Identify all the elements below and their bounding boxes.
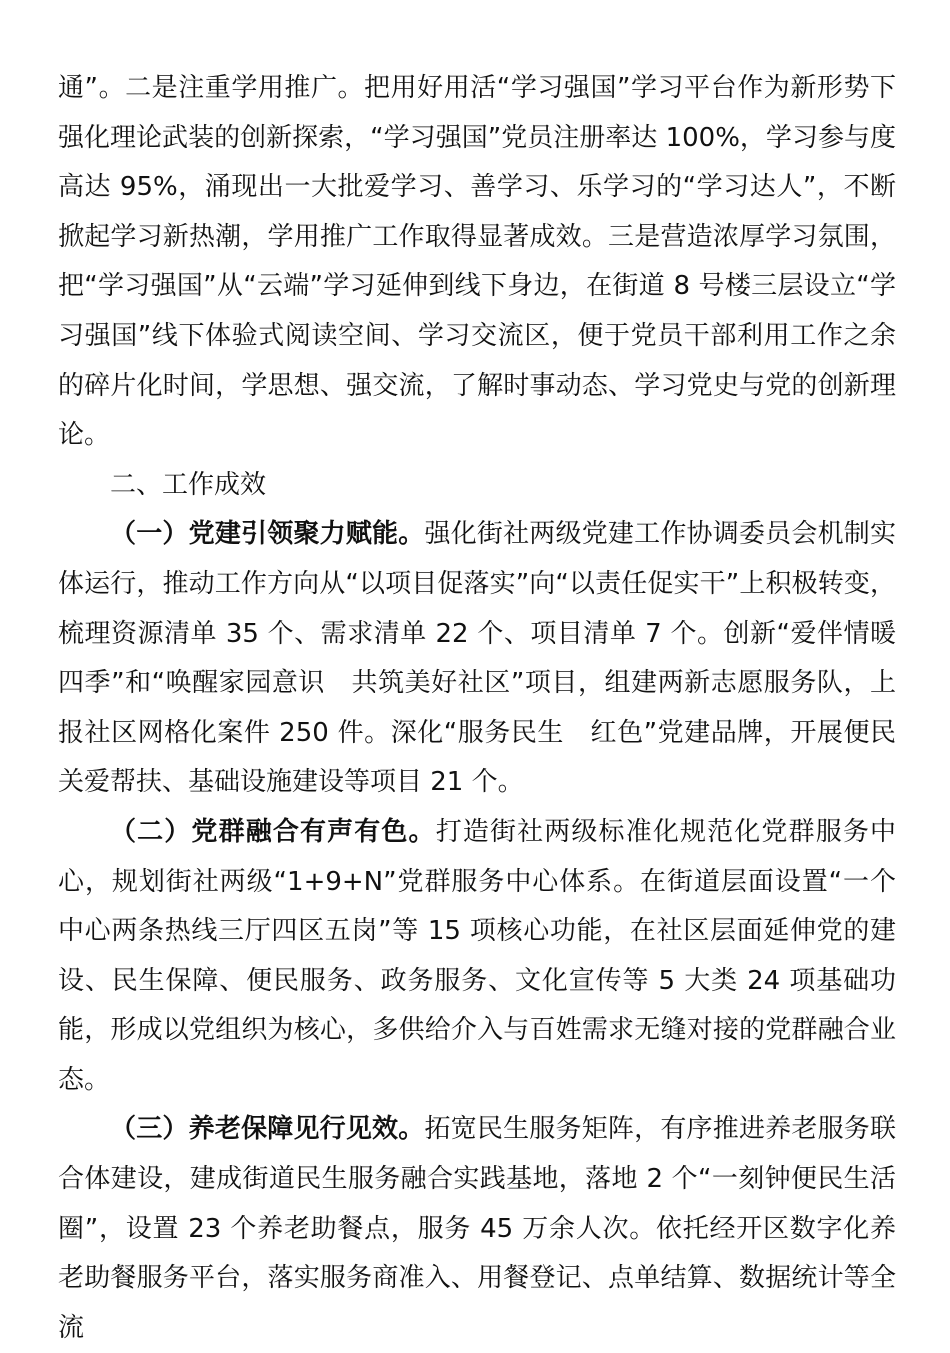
paragraph-text: 强化街社两级党建工作协调委员会机制实体运行，推动工作方向从“以项目促落实”向“以责任促实干”上积极转变，梳理资源清单 35 个、需求清单 22 个、项目清单 7 个。创新“爱伴情暖四季”和“唤醒家园意识 共筑美好社区”项目，组建两新志愿服务队，上报社区网格化案件 250 件。深化“服务民生 红色”党建品牌，开展便民关爱帮扶、基础设施建设等项目 21 个。	[58, 519, 896, 798]
paragraph-text: 拓宽民生服务矩阵，有序推进养老服务联合体建设，建成街道民生服务融合实践基地，落地 2 个“一刻钟便民生活圈”，设置 23 个养老助餐点，服务 45 万余人次。依托经开区数字化养老助餐服务平台，落实服务商准入、用餐登记、点单结算、数据统计等全流	[58, 1114, 896, 1343]
paragraph-elderly-care	[58, 1105, 896, 1353]
paragraph-lead-bold: （二）党群融合有声有色。	[110, 816, 436, 847]
paragraph-lead-bold: （三）养老保障见行见效。	[110, 1114, 425, 1145]
paragraph-text: 通”。二是注重学用推广。把用好用活“学习强国”学习平台作为新形势下强化理论武装的创新探索，“学习强国”党员注册率达 100%，学习参与度高达 95%，涌现出一大批爱学习、善学习、乐学习的“学习达人”，不断掀起学习新热潮，学用推广工作取得显著成效。三是营造浓厚学习氛围，把“学习强国”从“云端”学习延伸到线下身边，在街道 8 号楼三层设立“学习强国”线下体验式阅读空间、学习交流区，便于党员干部利用工作之余的碎片化时间，学思想、强交流，了解时事动态、学习党史与党的创新理论。	[58, 73, 896, 451]
paragraph-text: 打造街社两级标准化规范化党群服务中心，规划街社两级“1+9+N”党群服务中心体系。在街道层面设置“一个中心两条热线三厅四区五岗”等 15 项核心功能，在社区层面延伸党的建设、民生保障、便民服务、政务服务、文化宣传等 5 大类 24 项基础功能，形成以党组织为核心，多供给介入与百姓需求无缝对接的党群融合业态。	[58, 816, 896, 1095]
paragraph-study-promotion	[58, 64, 896, 461]
paragraph-lead-bold: （一）党建引领聚力赋能。	[110, 519, 425, 550]
document-page	[58, 64, 896, 1353]
section-heading-text: 二、工作成效	[110, 469, 267, 500]
paragraph-party-building	[58, 510, 896, 808]
section-heading-work-results	[58, 461, 896, 511]
paragraph-party-mass-integration	[58, 808, 896, 1106]
